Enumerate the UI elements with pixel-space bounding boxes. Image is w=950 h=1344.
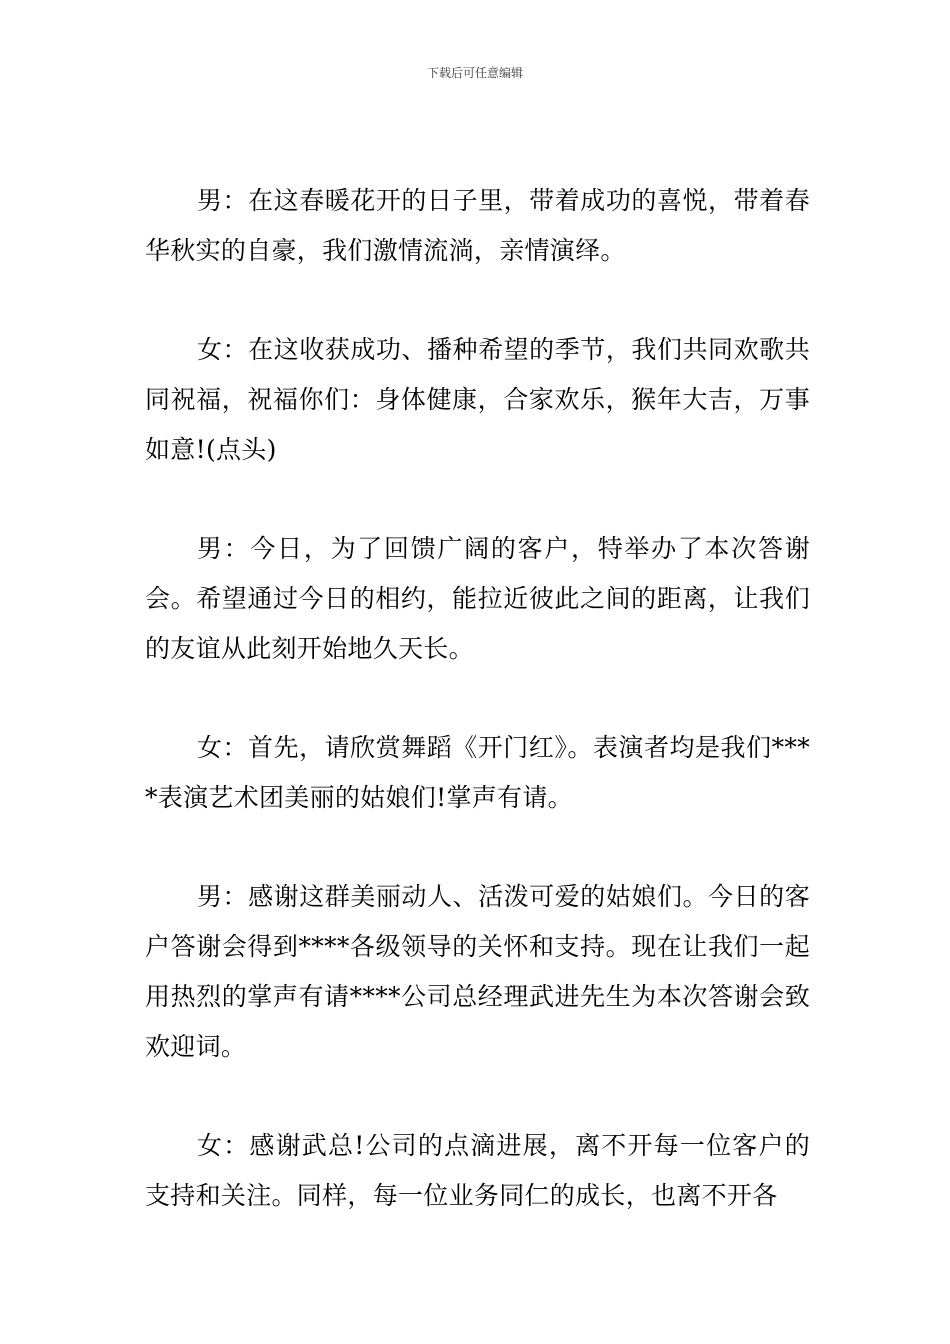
paragraph-3: 男：今日，为了回馈广阔的客户，特举办了本次答谢会。希望通过今日的相约，能拉近彼此之间的距离，让我们的友谊从此刻开始地久天长。 xyxy=(145,534,810,663)
paragraph-6: 女：感谢武总!公司的点滴进展，离不开每一位客户的支持和关注。同样，每一位业务同仁的成长，也离不开各 xyxy=(145,1131,810,1210)
document-body xyxy=(145,176,810,1270)
paragraph-5: 男：感谢这群美丽动人、活泼可爱的姑娘们。今日的客户答谢会得到****各级领导的关怀和支持。现在让我们一起用热烈的掌声有请****公司总经理武进先生为本次答谢会致欢迎词。 xyxy=(145,882,810,1061)
header-note: 下载后可任意编辑 xyxy=(426,66,523,80)
paragraph-2: 女：在这收获成功、播种希望的季节，我们共同欢歌共同祝福，祝福你们：身体健康，合家欢乐，猴年大吉，万事如意!(点头) xyxy=(145,335,810,464)
paragraph-4: 女：首先，请欣赏舞蹈《开门红》。表演者均是我们****表演艺术团美丽的姑娘们!掌声有请。 xyxy=(145,733,810,812)
paragraph-1: 男：在这春暖花开的日子里，带着成功的喜悦，带着春华秋实的自豪，我们激情流淌，亲情演绎。 xyxy=(145,186,810,265)
